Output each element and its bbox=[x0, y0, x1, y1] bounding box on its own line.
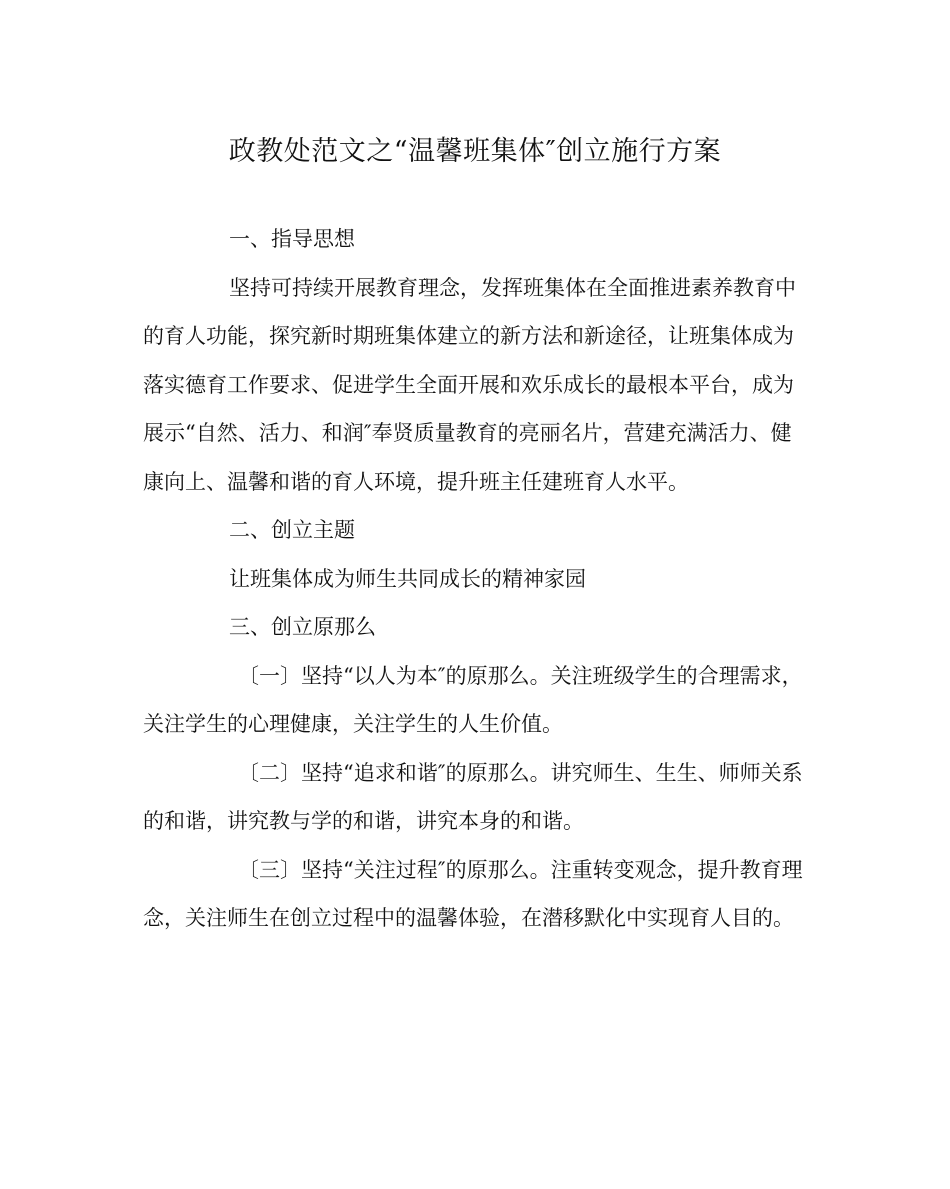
document-body bbox=[143, 215, 808, 943]
paragraph-principle-3: 〔三〕坚持“关注过程″的原那么。注重转变观念，提升教育理念，关注师生在创立过程中的温馨体验，在潜移默化中实现育人目的。 bbox=[143, 857, 803, 930]
section-heading-guiding-ideology: 一、指导思想 bbox=[229, 227, 355, 251]
section-heading-principles: 三、创立原那么 bbox=[229, 615, 376, 639]
section-heading-theme: 二、创立主题 bbox=[229, 518, 355, 542]
paragraph-guiding-ideology: 坚持可持续开展教育理念，发挥班集体在全面推进素养教育中的育人功能，探究新时期班集体建立的新方法和新途径，让班集体成为落实德育工作要求、促进学生全面开展和欢乐成长的最根本平台，成为展示“自然、活力、和润″奉贤质量教育的亮丽名片，营建充满活力、健康向上、温馨和谐的育人环境，提升班主任建班育人水平。 bbox=[143, 275, 796, 494]
document-title: 政教处范文之“温馨班集体″创立施行方案 bbox=[228, 136, 722, 167]
paragraph-principle-1: 〔一〕坚持“以人为本″的原那么。关注班级学生的合理需求，关注学生的心理健康，关注学生的人生价值。 bbox=[143, 663, 803, 736]
paragraph-principle-2: 〔二〕坚持“追求和谐″的原那么。讲究师生、生生、师师关系的和谐，讲究教与学的和谐，讲究本身的和谐。 bbox=[143, 760, 803, 833]
paragraph-theme: 让班集体成为师生共同成长的精神家园 bbox=[229, 566, 586, 591]
